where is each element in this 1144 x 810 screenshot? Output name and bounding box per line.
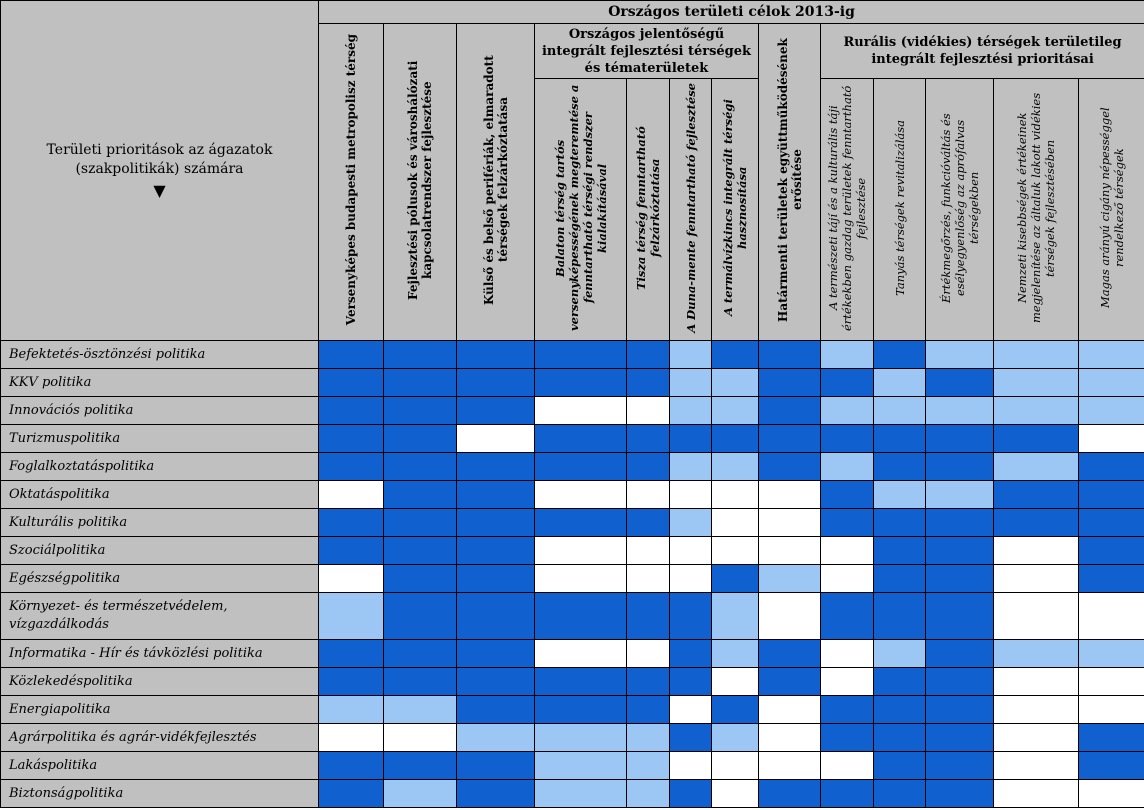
matrix-cell <box>319 481 384 509</box>
row-label: Energiapolitika <box>1 696 319 724</box>
matrix-cell <box>457 565 535 593</box>
matrix-cell <box>926 537 994 565</box>
row-label: Biztonságpolitika <box>1 780 319 808</box>
matrix-cell <box>384 668 457 696</box>
matrix-cell <box>319 780 384 808</box>
matrix-cell <box>535 565 627 593</box>
matrix-cell <box>457 537 535 565</box>
matrix-cell <box>670 593 712 640</box>
matrix-cell <box>926 369 994 397</box>
matrix-cell <box>759 724 821 752</box>
matrix-cell <box>535 509 627 537</box>
matrix-cell <box>627 780 670 808</box>
matrix-cell <box>627 565 670 593</box>
matrix-cell <box>457 509 535 537</box>
matrix-cell <box>384 593 457 640</box>
table-row <box>1 752 1144 780</box>
matrix-cell <box>994 425 1079 453</box>
column-header: Külső és belső perifériák, elmaradott térségek felzárkóztatása <box>457 24 535 341</box>
matrix-cell <box>319 425 384 453</box>
matrix-cell <box>535 397 627 425</box>
matrix-cell <box>994 696 1079 724</box>
matrix-cell <box>759 397 821 425</box>
matrix-cell <box>384 509 457 537</box>
matrix-cell <box>926 453 994 481</box>
matrix-cell <box>874 668 926 696</box>
matrix-cell <box>319 565 384 593</box>
matrix-cell <box>670 537 712 565</box>
matrix-cell <box>994 369 1079 397</box>
matrix-cell <box>457 425 535 453</box>
column-header: Versenyképes budapesti metropolisz térség <box>319 24 384 341</box>
matrix-cell <box>670 724 712 752</box>
matrix-cell <box>759 509 821 537</box>
matrix-cell <box>457 397 535 425</box>
matrix-cell <box>670 509 712 537</box>
matrix-cell <box>535 780 627 808</box>
matrix-cell <box>926 397 994 425</box>
matrix-cell <box>1079 780 1144 808</box>
matrix-cell <box>670 369 712 397</box>
row-label: Szociálpolitika <box>1 537 319 565</box>
matrix-cell <box>627 397 670 425</box>
matrix-cell <box>712 780 759 808</box>
matrix-cell <box>712 341 759 369</box>
matrix-cell <box>1079 481 1144 509</box>
matrix-cell <box>1079 724 1144 752</box>
matrix-cell <box>994 397 1079 425</box>
matrix-cell <box>457 481 535 509</box>
matrix-cell <box>874 565 926 593</box>
matrix-cell <box>712 425 759 453</box>
matrix-cell <box>821 341 874 369</box>
matrix-cell <box>926 780 994 808</box>
matrix-cell <box>670 453 712 481</box>
column-header: Fejlesztési pólusok és városhálózati kapcsolatrendszer fejlesztése <box>384 24 457 341</box>
matrix-cell <box>994 780 1079 808</box>
table-row <box>1 397 1144 425</box>
matrix-cell <box>384 724 457 752</box>
matrix-cell <box>712 481 759 509</box>
matrix-cell <box>1079 668 1144 696</box>
matrix-cell <box>712 565 759 593</box>
matrix-cell <box>712 724 759 752</box>
matrix-cell <box>535 696 627 724</box>
table-row <box>1 341 1144 369</box>
matrix-cell <box>712 593 759 640</box>
matrix-cell <box>319 696 384 724</box>
corner-header <box>1 1 319 341</box>
matrix-cell <box>319 397 384 425</box>
matrix-cell <box>994 453 1079 481</box>
table-row <box>1 481 1144 509</box>
matrix-cell <box>1079 593 1144 640</box>
table-row <box>1 780 1144 808</box>
matrix-cell <box>1079 509 1144 537</box>
matrix-cell <box>926 640 994 668</box>
matrix-cell <box>874 640 926 668</box>
matrix-cell <box>384 780 457 808</box>
matrix-cell <box>384 537 457 565</box>
matrix-cell <box>670 668 712 696</box>
matrix-cell <box>457 593 535 640</box>
matrix-cell <box>535 537 627 565</box>
matrix-cell <box>759 369 821 397</box>
matrix-cell <box>926 341 994 369</box>
matrix-cell <box>994 724 1079 752</box>
matrix-cell <box>759 481 821 509</box>
matrix-cell <box>457 341 535 369</box>
matrix-cell <box>759 780 821 808</box>
matrix-cell <box>994 341 1079 369</box>
matrix-cell <box>384 481 457 509</box>
row-label: KKV politika <box>1 369 319 397</box>
matrix-cell <box>712 752 759 780</box>
matrix-cell <box>821 509 874 537</box>
matrix-cell <box>821 668 874 696</box>
matrix-cell <box>874 593 926 640</box>
matrix-cell <box>926 593 994 640</box>
matrix-cell <box>926 752 994 780</box>
matrix-cell <box>319 369 384 397</box>
matrix-cell <box>874 425 926 453</box>
matrix-cell <box>1079 341 1144 369</box>
matrix-cell <box>535 724 627 752</box>
matrix-cell <box>874 537 926 565</box>
matrix-cell <box>759 453 821 481</box>
matrix-cell <box>319 724 384 752</box>
matrix-cell <box>759 640 821 668</box>
matrix-cell <box>759 696 821 724</box>
matrix-cell <box>821 537 874 565</box>
matrix-cell <box>821 640 874 668</box>
matrix-cell <box>1079 696 1144 724</box>
matrix-cell <box>1079 640 1144 668</box>
matrix-cell <box>1079 397 1144 425</box>
matrix-cell <box>821 565 874 593</box>
matrix-cell <box>457 369 535 397</box>
group-title-rural: Rurális (vidékies) térségek területileg integrált fejlesztési prioritásai <box>821 24 1144 79</box>
column-header: Határmenti területek együttműködésének erősítése <box>759 24 821 341</box>
matrix-body <box>1 341 1144 808</box>
matrix-cell <box>926 724 994 752</box>
column-header: Tanyás térségek revitalizálása <box>874 79 926 341</box>
matrix-cell <box>457 752 535 780</box>
table-row <box>1 425 1144 453</box>
matrix-cell <box>535 481 627 509</box>
matrix-cell <box>670 481 712 509</box>
matrix-cell <box>384 453 457 481</box>
table-row <box>1 724 1144 752</box>
matrix-cell <box>874 397 926 425</box>
matrix-cell <box>627 481 670 509</box>
matrix-cell <box>926 668 994 696</box>
matrix-cell <box>384 425 457 453</box>
matrix-cell <box>384 752 457 780</box>
matrix-cell <box>994 565 1079 593</box>
matrix-cell <box>1079 752 1144 780</box>
matrix-cell <box>821 780 874 808</box>
column-header: Magas arányú cigány népességgel rendelkező térségek <box>1079 79 1144 341</box>
matrix-cell <box>457 453 535 481</box>
matrix-cell <box>994 752 1079 780</box>
table-row <box>1 453 1144 481</box>
row-label: Befektetés-ösztönzési politika <box>1 341 319 369</box>
matrix-cell <box>874 696 926 724</box>
matrix-cell <box>712 509 759 537</box>
matrix-cell <box>874 453 926 481</box>
matrix-cell <box>535 640 627 668</box>
matrix-cell <box>319 752 384 780</box>
matrix-cell <box>535 752 627 780</box>
group-title-integrated: Országos jelentőségű integrált fejlesztési térségek és tématerületek <box>535 24 759 79</box>
matrix-cell <box>535 668 627 696</box>
matrix-cell <box>821 425 874 453</box>
matrix-cell <box>319 640 384 668</box>
matrix-cell <box>670 397 712 425</box>
column-header: Tisza térség fenntartható felzárkóztatása <box>627 79 670 341</box>
matrix-cell <box>759 565 821 593</box>
matrix-cell <box>319 509 384 537</box>
column-header: A Duna-mente fenntartható fejlesztése <box>670 79 712 341</box>
matrix-cell <box>712 369 759 397</box>
matrix-cell <box>712 537 759 565</box>
matrix-cell <box>384 341 457 369</box>
matrix-cell <box>384 696 457 724</box>
matrix-cell <box>821 369 874 397</box>
matrix-cell <box>670 696 712 724</box>
table-row <box>1 668 1144 696</box>
matrix-cell <box>627 752 670 780</box>
matrix-cell <box>821 453 874 481</box>
matrix-cell <box>319 537 384 565</box>
column-header: Értékmegőrzés, funkcióváltás és esélyegyenlőség az aprófalvas térségekben <box>926 79 994 341</box>
matrix-cell <box>759 537 821 565</box>
matrix-cell <box>759 668 821 696</box>
table-row <box>1 696 1144 724</box>
main-title: Országos területi célok 2013-ig <box>319 1 1144 24</box>
matrix-cell <box>712 640 759 668</box>
table-row <box>1 509 1144 537</box>
matrix-cell <box>1079 565 1144 593</box>
matrix-cell <box>627 537 670 565</box>
matrix-cell <box>821 593 874 640</box>
column-header: Nemzeti kisebbségek értékeinek megjelenítése az általuk lakott vidékies térségek fejlesztésében <box>994 79 1079 341</box>
matrix-cell <box>1079 453 1144 481</box>
matrix-cell <box>926 481 994 509</box>
matrix-cell <box>821 752 874 780</box>
matrix-cell <box>874 481 926 509</box>
matrix-cell <box>1079 537 1144 565</box>
column-header: A természeti tájí és a kulturális táji értékekben gazdag területek fenntartható fejlesztése <box>821 79 874 341</box>
matrix-cell <box>926 425 994 453</box>
matrix-cell <box>874 752 926 780</box>
matrix-cell <box>627 640 670 668</box>
corner-label: Területi prioritások az ágazatok (szakpolitikák) számára <box>46 142 273 177</box>
table-row <box>1 565 1144 593</box>
matrix-cell <box>670 341 712 369</box>
matrix-cell <box>874 509 926 537</box>
matrix-cell <box>994 537 1079 565</box>
matrix-cell <box>384 565 457 593</box>
row-label: Lakáspolitika <box>1 752 319 780</box>
matrix-cell <box>319 593 384 640</box>
matrix-cell <box>670 640 712 668</box>
matrix-cell <box>1079 425 1144 453</box>
matrix-cell <box>759 752 821 780</box>
row-label: Turizmuspolitika <box>1 425 319 453</box>
matrix-cell <box>670 565 712 593</box>
matrix-cell <box>384 369 457 397</box>
matrix-cell <box>627 341 670 369</box>
matrix-cell <box>627 425 670 453</box>
row-label: Környezet- és természetvédelem, vízgazdálkodás <box>1 593 319 640</box>
matrix-cell <box>994 640 1079 668</box>
matrix-cell <box>759 341 821 369</box>
matrix-cell <box>759 593 821 640</box>
row-label: Kulturális politika <box>1 509 319 537</box>
matrix-cell <box>926 509 994 537</box>
matrix-cell <box>384 640 457 668</box>
down-arrow-icon: ▼ <box>153 181 166 200</box>
matrix-cell <box>712 696 759 724</box>
matrix-cell <box>1079 369 1144 397</box>
matrix-cell <box>535 369 627 397</box>
table-row <box>1 537 1144 565</box>
matrix-cell <box>670 752 712 780</box>
matrix-cell <box>874 369 926 397</box>
matrix-cell <box>319 341 384 369</box>
matrix-cell <box>319 668 384 696</box>
matrix-cell <box>457 724 535 752</box>
matrix-cell <box>535 341 627 369</box>
matrix-cell <box>874 724 926 752</box>
row-label: Agrárpolitika és agrár-vidékfejlesztés <box>1 724 319 752</box>
row-label: Innovációs politika <box>1 397 319 425</box>
matrix-cell <box>535 453 627 481</box>
matrix-cell <box>821 481 874 509</box>
table-row <box>1 593 1144 640</box>
row-label: Oktatáspolitika <box>1 481 319 509</box>
matrix-cell <box>319 453 384 481</box>
column-header: A termálvízkincs integrált térségi hasznosítása <box>712 79 759 341</box>
matrix-cell <box>759 425 821 453</box>
matrix-cell <box>994 481 1079 509</box>
matrix-cell <box>457 640 535 668</box>
row-label: Informatika - Hír és távközlési politika <box>1 640 319 668</box>
matrix-cell <box>627 369 670 397</box>
matrix-cell <box>874 341 926 369</box>
matrix-cell <box>535 425 627 453</box>
column-header: Balaton térség tartós versenyképességének megteremtése a fenntartható térségi rendszer kialakításával <box>535 79 627 341</box>
matrix-cell <box>821 724 874 752</box>
matrix-cell <box>457 780 535 808</box>
row-label: Közlekedéspolitika <box>1 668 319 696</box>
matrix-cell <box>457 696 535 724</box>
matrix-cell <box>874 780 926 808</box>
matrix-cell <box>627 509 670 537</box>
matrix-cell <box>384 397 457 425</box>
matrix-cell <box>926 696 994 724</box>
matrix-cell <box>821 397 874 425</box>
matrix-cell <box>712 397 759 425</box>
matrix-cell <box>627 593 670 640</box>
matrix-cell <box>535 593 627 640</box>
matrix-cell <box>994 668 1079 696</box>
matrix-cell <box>994 593 1079 640</box>
matrix-cell <box>627 696 670 724</box>
row-label: Foglalkoztatáspolitika <box>1 453 319 481</box>
matrix-cell <box>821 696 874 724</box>
matrix-cell <box>670 780 712 808</box>
row-label: Egészségpolitika <box>1 565 319 593</box>
table-row <box>1 640 1144 668</box>
matrix-cell <box>457 668 535 696</box>
matrix-cell <box>712 668 759 696</box>
matrix-cell <box>627 668 670 696</box>
matrix-cell <box>627 453 670 481</box>
matrix-cell <box>712 453 759 481</box>
table-row <box>1 369 1144 397</box>
matrix-cell <box>670 425 712 453</box>
matrix-cell <box>926 565 994 593</box>
matrix-cell <box>994 509 1079 537</box>
matrix-cell <box>627 724 670 752</box>
